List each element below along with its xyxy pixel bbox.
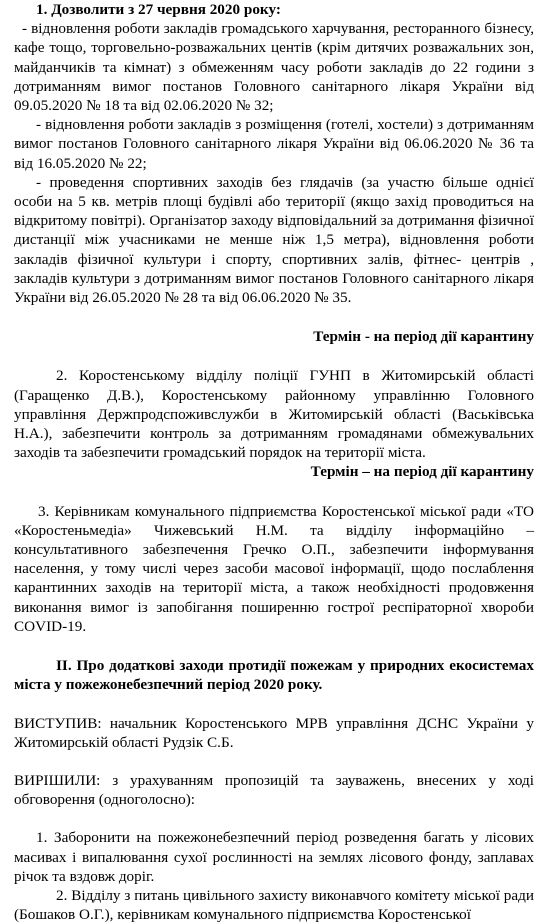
section2-item1: 1. Заборонити на пожежонебезпечний період розведення багать у лісових масивах і випалювання сухої рослинності на землях лісового фонду, заплавах річок та вздовж доріг. xyxy=(14,829,534,885)
term-quarantine-1: Термін - на період дії карантину xyxy=(313,328,534,346)
document-page xyxy=(14,0,534,924)
item1-paragraph-hotels: - відновлення роботи закладів з розміщення (готелі, хостели) з дотриманням вимог постанов Головного санітарного лікаря України від 06.06.2020 № 36 та від 16.05.2020 № 22; xyxy=(14,116,534,172)
section2-item2: 2. Відділу з питань цивільного захисту виконавчого комітету міської ради (Бошаков О.Г.), керівникам комунального підприємства Коростенської xyxy=(14,886,534,924)
item1-paragraph-sports: - проведення спортивних заходів без глядачів (за участю більше однієї особи на 5 кв. метрів площі будівлі або території (якщо захід проводиться на відкритому повітрі). Організатор заходу відповідальний за дотримання фізичної дистанції між учасниками не менше ніж 1,5 метра), відновлення роботи закладів фізичної культури і спорту, спортивних залів, фітнес- центрів , закладів культури з дотриманням вимог постанов Головного санітарного лікаря України від 26.05.2020 № 28 та від 06.06.2020 № 35. xyxy=(14,173,534,307)
section2-title: ІІ. Про додаткові заходи протидії пожежам у природних екосистемах міста у пожежонебезпечний період 2020 року. xyxy=(14,657,534,694)
term-quarantine-2: Термін – на період дії карантину xyxy=(310,463,534,481)
item2-paragraph-police: 2. Коростенському відділу поліції ГУНП в Житомирській області (Гаращенко Д.В.), Коростенському районному управлінню Головного управління Держпродспоживслужби в Житомирській області (Васьківська Н.А.), забезпечити контроль за дотриманням громадянами обмежувальних заходів та забезпечити громадський порядок на території міста. xyxy=(14,367,534,462)
speaker-paragraph: ВИСТУПИВ: начальник Коростенського МРВ управління ДСНС України у Житомирській області Рудзік С.Б. xyxy=(14,714,534,751)
resolved-paragraph: ВИРІШИЛИ: з урахуванням пропозицій та зауважень, внесених у ході обговорення (одноголосно): xyxy=(14,771,534,809)
item3-paragraph-media: 3. Керівникам комунального підприємства Коростенської міської ради «ТО «Коростеньмедіа» Чижевський Н.М. та відділу інформаційно – консультативного забезпечення Гречко О.П., забезпечити інформування населення, у тому числі через засоби масової інформації, щодо послаблення карантинних заходів на території міста, а також необхідності продовження виконання вимог із запобігання поширенню гострої респіраторної хвороби COVID-19. xyxy=(14,502,534,635)
item1-heading: 1. Дозволити з 27 червня 2020 року: xyxy=(36,1,281,18)
item1-paragraph-catering: - відновлення роботи закладів громадського харчування, ресторанного бізнесу, кафе тощо, торговельно-розважальних центів (крім дитячих розважальних зон, майданчиків та кімнат) з обмеженням часу роботи закладів до 22 години з дотриманням вимог постанов Головного санітарного лікаря України від 09.05.2020 № 18 та від 02.06.2020 № 32; xyxy=(14,20,534,115)
